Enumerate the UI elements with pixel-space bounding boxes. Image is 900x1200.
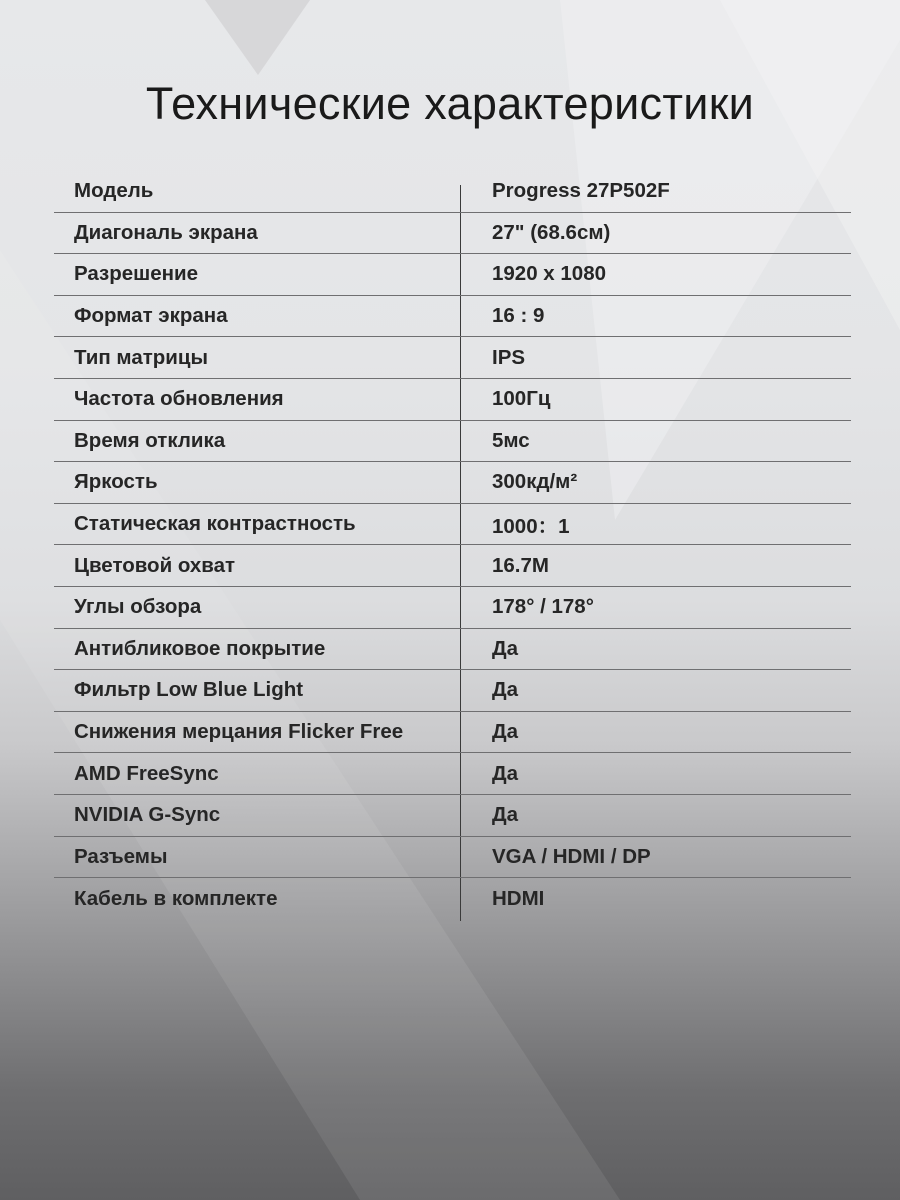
spec-label: Время отклика [74,428,226,452]
spec-row [54,171,851,213]
spec-value: IPS [492,345,526,369]
spec-row [54,629,851,671]
spec-label: Яркость [74,470,158,494]
spec-label: Диагональ экрана [74,220,258,244]
spec-label: AMD FreeSync [74,761,219,785]
spec-value: Да [492,636,519,660]
spec-row [54,254,851,296]
spec-value: 178° / 178° [492,595,594,619]
spec-label: Модель [74,179,154,203]
spec-row [54,795,851,837]
spec-row [54,296,851,338]
spec-row [54,504,851,546]
spec-label: Статическая контрастность [74,512,356,536]
spec-value: Да [492,803,519,827]
spec-label: Частота обновления [74,387,284,411]
spec-value: Да [492,761,519,785]
spec-label: Тип матрицы [74,345,208,369]
spec-label: Антибликовое покрытие [74,636,326,660]
spec-value: 300кд/м² [492,470,578,494]
spec-row [54,878,851,920]
page-title: Технические характеристики [145,78,755,129]
spec-value: 16 : 9 [492,304,545,328]
spec-value: 16.7M [492,553,549,577]
spec-row [54,421,851,463]
spec-value: 27" (68.6см) [492,220,611,244]
spec-value: 5мс [492,428,530,452]
spec-row [54,753,851,795]
spec-row [54,837,851,879]
spec-label: Кабель в комплекте [74,886,278,910]
spec-label: Снижения мерцания Flicker Free [74,720,404,744]
spec-row [54,337,851,379]
spec-row [54,545,851,587]
spec-value: Progress 27P502F [492,179,670,203]
spec-row [54,462,851,504]
spec-row [54,712,851,754]
spec-value: Да [492,678,519,702]
spec-row [54,587,851,629]
spec-label: Формат экрана [74,304,228,328]
spec-label: Фильтр Low Blue Light [74,678,304,702]
spec-label: Цветовой охват [74,553,236,577]
spec-label: Разъемы [74,844,168,868]
spec-value: 1000：1 [492,515,570,539]
spec-label: NVIDIA G-Sync [74,803,221,827]
spec-value: 1920 x 1080 [492,262,607,286]
spec-value: Да [492,720,519,744]
spec-value: HDMI [492,886,545,910]
spec-value: 100Гц [492,387,551,411]
spec-label: Разрешение [74,262,199,286]
spec-row [54,213,851,255]
spec-label: Углы обзора [74,595,202,619]
spec-table [54,171,851,920]
spec-row [54,379,851,421]
spec-row [54,670,851,712]
spec-value: VGA / HDMI / DP [492,844,651,868]
